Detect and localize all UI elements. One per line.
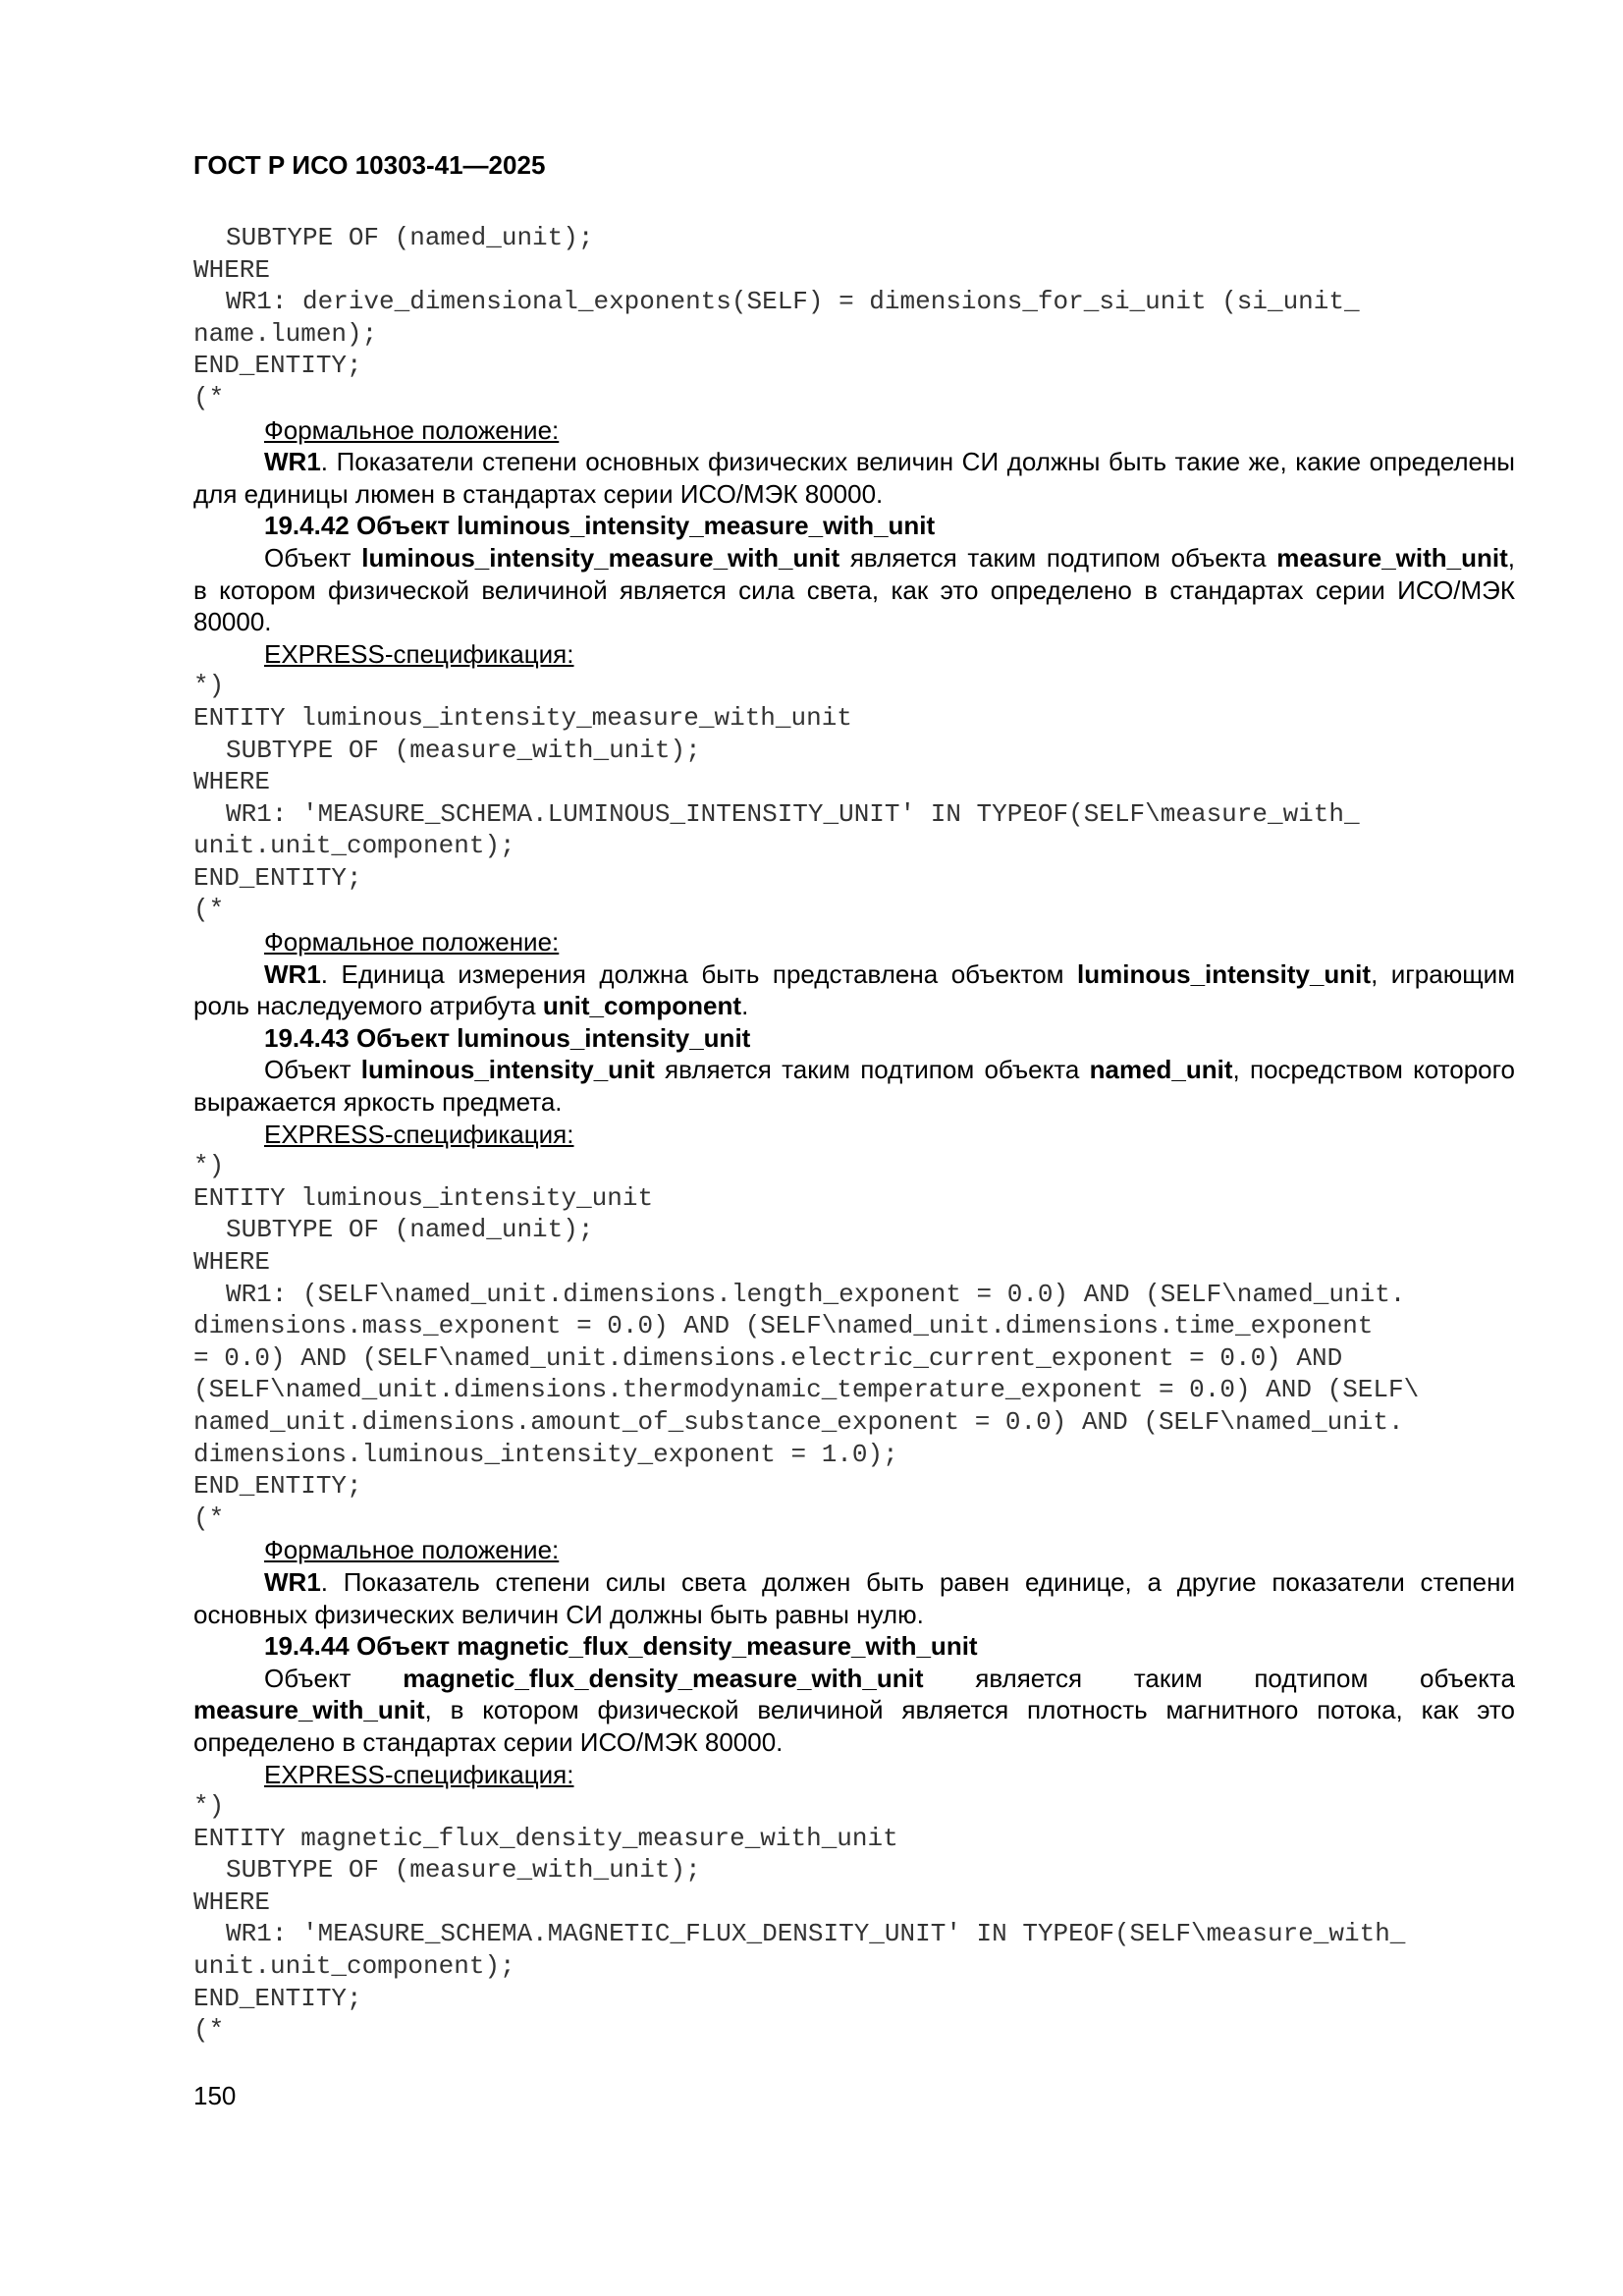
entity-name: luminous_intensity_unit — [360, 1055, 655, 1085]
desc-text: Объект — [264, 1663, 404, 1693]
formal-statement-text: . Показатель степени силы света должен быть равен единице, а другие показатели степени основных физических величин СИ должны быть равны нулю. — [193, 1566, 1515, 1629]
express-label — [193, 1759, 1515, 1791]
code-line: unit.unit_component); — [193, 831, 515, 861]
express-label-text: EXPRESS-спецификация: — [264, 1119, 574, 1149]
code-line: SUBTYPE OF (named_unit); — [226, 1215, 594, 1245]
document-body — [193, 222, 1515, 2047]
formal-statement-text: . Показатели степени основных физических величин СИ должны быть такие же, какие определены для единицы люмен в стандартах серии ИСО/МЭК 80000. — [193, 447, 1515, 509]
formal-label-text: Формальное положение: — [264, 927, 560, 957]
formal-statement-text: , играющим роль наследуемого атрибута — [193, 958, 1515, 1021]
code-line: name.lumen); — [193, 318, 378, 349]
rule-name: WR1 — [264, 447, 321, 477]
comment-open: (* — [193, 382, 225, 412]
code-line: SUBTYPE OF (measure_with_unit); — [226, 735, 701, 765]
code-line: END_ENTITY; — [193, 1471, 362, 1502]
express-label-text: EXPRESS-спецификация: — [264, 638, 574, 669]
comment-close: *) — [193, 671, 225, 701]
code-line: WR1: 'MEASURE_SCHEMA.LUMINOUS_INTENSITY_UNIT' IN TYPEOF(SELF\measure_with_ — [226, 798, 1360, 829]
entity-name: measure_with_unit — [193, 1695, 425, 1725]
section-description — [193, 1663, 1515, 1759]
formal-statement-text: . Единица измерения должна быть представлена объектом — [320, 958, 1078, 989]
desc-text: является таким подтипом объекта — [923, 1663, 1515, 1693]
formal-label — [193, 414, 1515, 447]
entity-name: luminous_intensity_unit — [1077, 958, 1372, 989]
code-line: WHERE — [193, 767, 271, 797]
attribute-name: unit_component — [542, 991, 742, 1021]
express-label — [193, 638, 1515, 671]
formal-statement-text: . — [741, 991, 749, 1021]
formal-label-text: Формальное положение: — [264, 1535, 560, 1565]
code-line: WHERE — [193, 1886, 271, 1917]
comment-open: (* — [193, 895, 225, 925]
code-line: END_ENTITY; — [193, 1983, 362, 2013]
rule-name: WR1 — [264, 958, 321, 989]
entity-name: named_unit — [1089, 1055, 1233, 1085]
code-line: END_ENTITY; — [193, 862, 362, 893]
comment-close: *) — [193, 1791, 225, 1822]
express-label — [193, 1119, 1515, 1151]
section-description — [193, 542, 1515, 638]
desc-text: , в котором физической величиной является сила света, как это определено в стандартах серии ИСО/МЭК 80000. — [193, 542, 1516, 637]
formal-label-text: Формальное положение: — [264, 414, 560, 445]
desc-text: является таким подтипом объекта — [839, 542, 1277, 573]
code-line: ENTITY luminous_intensity_unit — [193, 1182, 654, 1213]
code-line: named_unit.dimensions.amount_of_substance_exponent = 0.0) AND (SELF\named_unit. — [193, 1406, 1404, 1437]
code-line: SUBTYPE OF (named_unit); — [226, 223, 594, 252]
code-line: dimensions.luminous_intensity_exponent = 1.0); — [193, 1439, 898, 1469]
code-line: WHERE — [193, 254, 271, 285]
formal-label — [193, 1534, 1515, 1566]
desc-text: является таким подтипом объекта — [654, 1055, 1090, 1085]
comment-open: (* — [193, 2015, 225, 2046]
desc-text: Объект — [264, 542, 362, 573]
express-label-text: EXPRESS-спецификация: — [264, 1759, 574, 1789]
code-line: ENTITY luminous_intensity_measure_with_unit — [193, 702, 852, 733]
formal-statement — [193, 958, 1515, 1022]
desc-text: , посредством которого выражается яркость предмета. — [193, 1055, 1515, 1118]
page-number: 150 — [193, 2081, 237, 2110]
document-header: ГОСТ Р ИСО 10303-41—2025 — [193, 150, 546, 180]
formal-statement — [193, 446, 1515, 510]
code-line: WR1: (SELF\named_unit.dimensions.length_exponent = 0.0) AND (SELF\named_unit. — [226, 1279, 1406, 1309]
entity-name: luminous_intensity_measure_with_unit — [361, 542, 840, 573]
entity-name: magnetic_flux_density_measure_with_unit — [403, 1663, 924, 1693]
section-heading: 19.4.42 Объект luminous_intensity_measure_with_unit — [264, 511, 936, 541]
code-line: ENTITY magnetic_flux_density_measure_with_unit — [193, 1823, 898, 1853]
section-heading: 19.4.44 Объект magnetic_flux_density_measure_with_unit — [264, 1631, 978, 1662]
desc-text: , в котором физической величиной является плотность магнитного потока, как это определено в стандартах серии ИСО/МЭК 80000. — [193, 1695, 1515, 1757]
code-line: unit.unit_component); — [193, 1951, 515, 1982]
entity-name: measure_with_unit — [1276, 542, 1508, 573]
formal-statement — [193, 1566, 1515, 1630]
code-line: WR1: 'MEASURE_SCHEMA.MAGNETIC_FLUX_DENSITY_UNIT' IN TYPEOF(SELF\measure_with_ — [226, 1919, 1406, 1949]
section-heading: 19.4.43 Объект luminous_intensity_unit — [264, 1022, 751, 1053]
code-line: WR1: derive_dimensional_exponents(SELF) = dimensions_for_si_unit (si_unit_ — [226, 287, 1360, 317]
code-line: SUBTYPE OF (measure_with_unit); — [226, 1855, 701, 1886]
code-line: END_ENTITY; — [193, 351, 362, 381]
desc-text: Объект — [264, 1055, 361, 1085]
code-line: WHERE — [193, 1247, 271, 1277]
code-line: (SELF\named_unit.dimensions.thermodynamic_temperature_exponent = 0.0) AND (SELF\ — [193, 1375, 1420, 1405]
code-line: dimensions.mass_exponent = 0.0) AND (SELF\named_unit.dimensions.time_exponent — [193, 1311, 1374, 1341]
comment-close: *) — [193, 1151, 225, 1181]
formal-label — [193, 926, 1515, 958]
code-line: = 0.0) AND (SELF\named_unit.dimensions.electric_current_exponent = 0.0) AND — [193, 1342, 1343, 1373]
comment-open: (* — [193, 1503, 225, 1533]
section-description — [193, 1054, 1515, 1118]
rule-name: WR1 — [264, 1566, 321, 1597]
